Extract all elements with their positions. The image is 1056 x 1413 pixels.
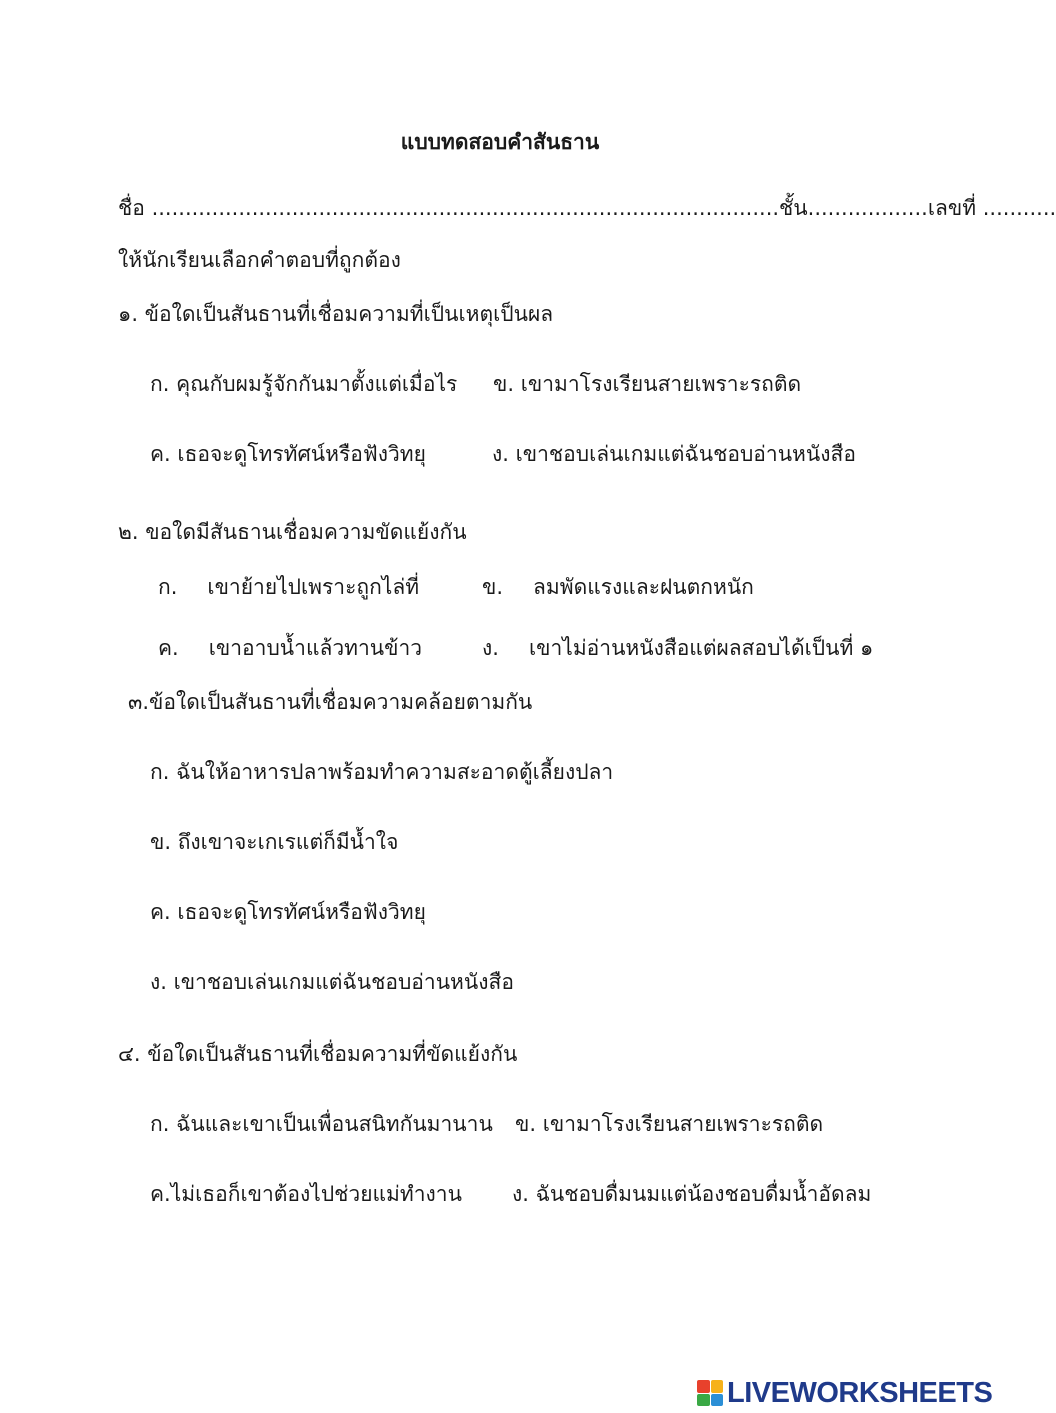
q2-choice-d-text: เขาไม่อ่านหนังสือแต่ผลสอบได้เป็นที่ ๑	[528, 636, 874, 660]
q2-choice-d[interactable]	[482, 632, 873, 665]
q2-choice-a-text: เขาย้ายไปเพราะถูกไล่ที่	[207, 575, 420, 599]
q2-choice-c-text: เขาอาบน้ำแล้วทานข้าว	[208, 636, 423, 660]
liveworksheets-brand[interactable]	[697, 1376, 992, 1410]
q2-choice-d-letter: ง.	[482, 636, 499, 660]
q3-choice-a[interactable]: ก. ฉันให้อาหารปลาพร้อมทำความสะอาดตู้เลี้ยงปลา	[150, 760, 614, 784]
instruction: ให้นักเรียนเลือกคำตอบที่ถูกต้อง	[118, 248, 401, 272]
question-4: ๔. ข้อใดเป็นสันธานที่เชื่อมความที่ขัดแย้งกัน	[118, 1042, 518, 1066]
q2-choice-b[interactable]	[482, 571, 754, 604]
name-blank[interactable]: ..............................................................................................	[151, 196, 780, 220]
question-1: ๑. ข้อใดเป็นสันธานที่เชื่อมความที่เป็นเหตุเป็นผล	[118, 302, 554, 326]
q1-choice-b[interactable]: ข. เขามาโรงเรียนสายเพราะรถติด	[493, 372, 802, 396]
q1-choice-a[interactable]: ก. คุณกับผมรู้จักกันมาตั้งแต่เมื่อไร	[150, 372, 458, 396]
q3-choice-c[interactable]: ค. เธอจะดูโทรทัศน์หรือฟังวิทยุ	[150, 900, 426, 924]
logo-tile-i	[711, 1380, 724, 1393]
q2-choice-c-letter: ค.	[158, 636, 179, 660]
q2-choice-a-letter: ก.	[158, 575, 178, 599]
brand-name: LIVEWORKSHEETS	[727, 1376, 993, 1409]
q4-choice-d[interactable]: ง. ฉันชอบดื่มนมแต่น้องชอบดื่มน้ำอัดลม	[512, 1182, 872, 1206]
q3-choice-d[interactable]: ง. เขาชอบเล่นเกมแต่ฉันชอบอ่านหนังสือ	[150, 970, 514, 994]
worksheet-title: แบบทดสอบคำสันธาน	[400, 130, 600, 154]
question-3: ๓.ข้อใดเป็นสันธานที่เชื่อมความคล้อยตามกัน	[128, 690, 533, 714]
number-label: เลขที่	[927, 196, 977, 220]
q1-choice-d[interactable]: ง. เขาชอบเล่นเกมแต่ฉันชอบอ่านหนังสือ	[492, 442, 856, 466]
q3-choice-b[interactable]: ข. ถึงเขาจะเกเรแต่ก็มีน้ำใจ	[150, 830, 399, 854]
q4-choice-a[interactable]: ก. ฉันและเขาเป็นเพื่อนสนิทกันมานาน	[150, 1112, 493, 1136]
q4-choice-b[interactable]: ข. เขามาโรงเรียนสายเพราะรถติด	[515, 1112, 824, 1136]
q2-choice-b-text: ลมพัดแรงและฝนตกหนัก	[533, 575, 754, 599]
logo-tile-e	[711, 1394, 724, 1407]
class-blank[interactable]: ..................	[807, 196, 928, 220]
q1-choice-c[interactable]: ค. เธอจะดูโทรทัศน์หรือฟังวิทยุ	[150, 442, 426, 466]
student-info-line	[118, 192, 1056, 225]
q4-choice-c[interactable]: ค.ไม่เธอก็เขาต้องไปช่วยแม่ทำงาน	[150, 1182, 462, 1206]
number-blank[interactable]: ...........	[982, 196, 1056, 220]
q2-choice-b-letter: ข.	[482, 575, 504, 599]
q2-choice-a[interactable]	[158, 571, 419, 604]
logo-tile-v	[697, 1394, 710, 1407]
q2-choice-c[interactable]	[158, 632, 422, 665]
question-2: ๒. ขอใดมีสันธานเชื่อมความขัดแย้งกัน	[118, 520, 467, 544]
name-label: ชื่อ	[118, 196, 145, 220]
liveworksheets-logo-icon	[697, 1380, 723, 1406]
class-label: ชั้น	[779, 196, 808, 220]
logo-tile-l	[697, 1380, 710, 1393]
